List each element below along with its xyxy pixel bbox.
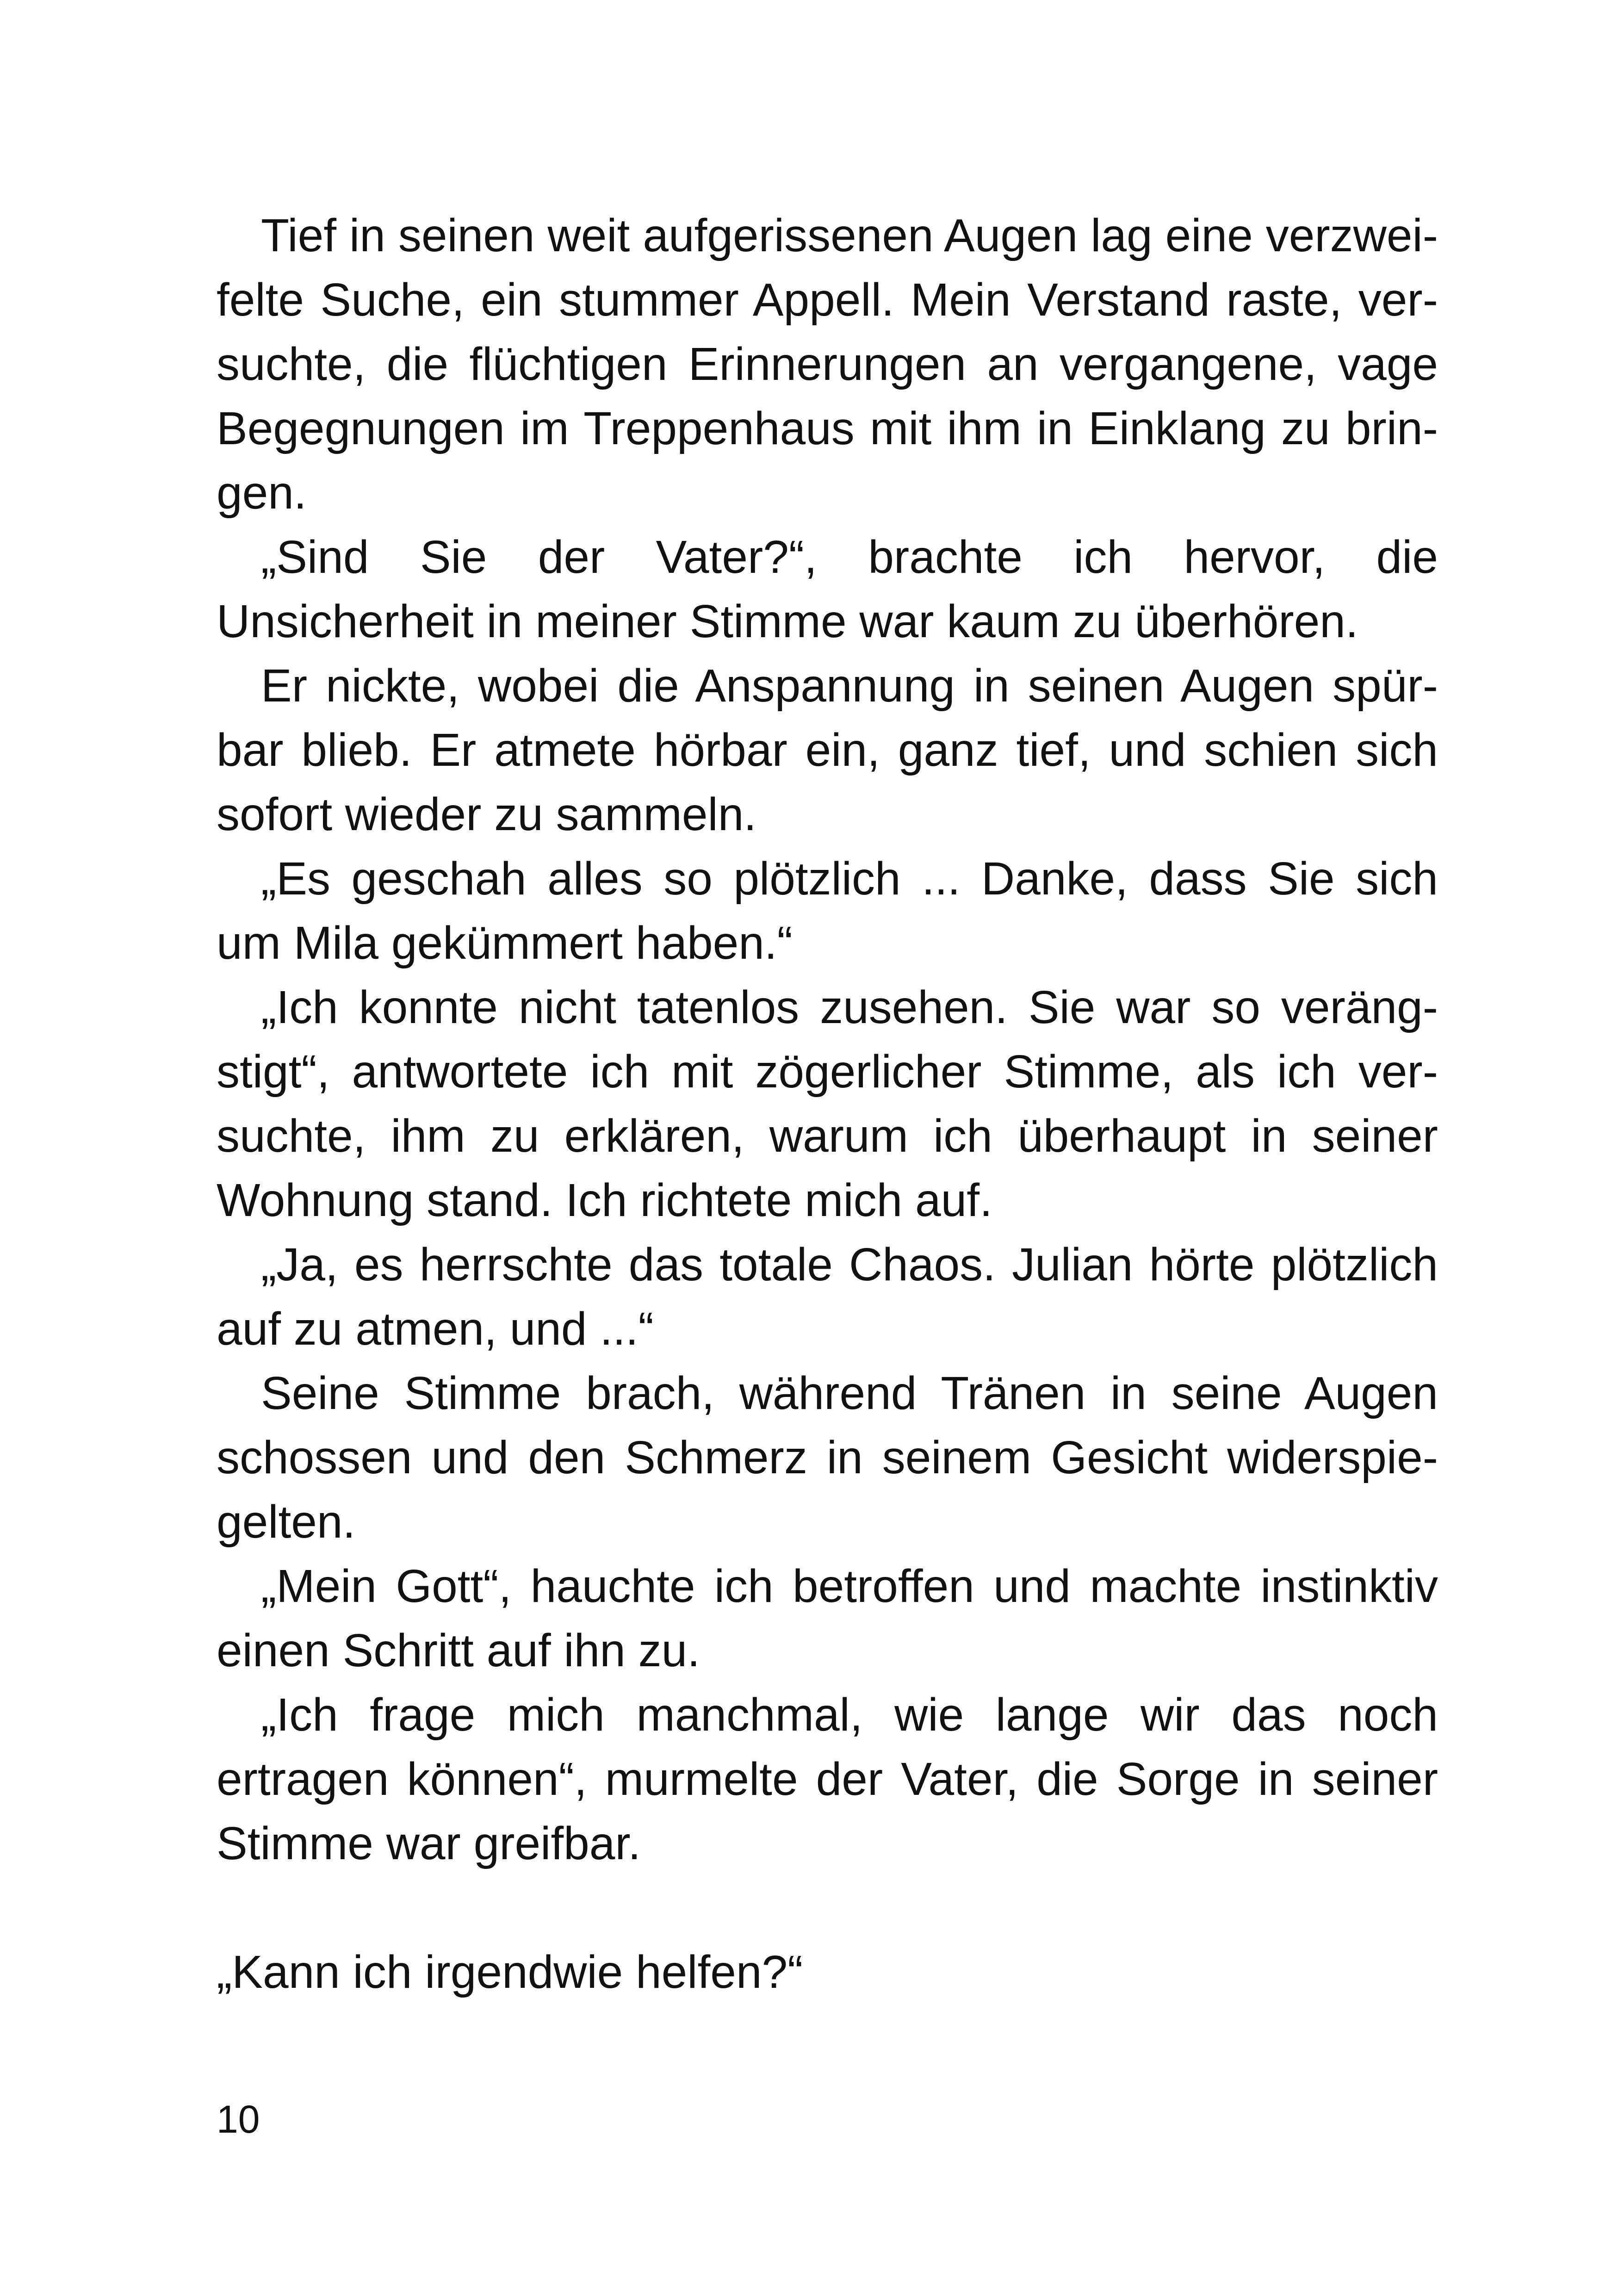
paragraph: „Ja, es herrschte das totale Chaos. Julian hörte plötzlich auf zu atmen, und ...“: [217, 1239, 1438, 1355]
page-number: 10: [217, 2097, 260, 2141]
paragraph: „Ich konnte nicht tatenlos zusehen. Sie war so verängstigt“, antwortete ich mit zögerlicher Stimme, als ich versuchte, ihm zu erklären, warum ich überhaupt in seiner Wohnung stand. Ich richtete mich auf.: [217, 981, 1438, 1226]
paragraph: „Ich frage mich manchmal, wie lange wir das noch ertragen können“, murmelte der Vater, die Sorge in seiner Stimme war greifbar.: [217, 1689, 1438, 1869]
paragraph: „Es geschah alles so plötzlich ... Danke, dass Sie sich um Mila gekümmert haben.“: [217, 853, 1438, 969]
paragraph: Seine Stimme brach, während Tränen in seine Augen schossen und den Schmerz in seinem Gesicht widerspiegelten.: [217, 1367, 1438, 1548]
paragraph: „Sind Sie der Vater?“, brachte ich hervor, die Unsicherheit in meiner Stimme war kaum zu überhören.: [217, 531, 1438, 647]
body-text: [217, 204, 1438, 2004]
paragraph: Tief in seinen weit aufgerissenen Augen lag eine verzweifelte Suche, ein stummer Appell. Mein Verstand raste, versuchte, die flüchtigen Erinnerungen an vergangene, vage Begegnungen im Treppenhaus mit ihm in Einklang zu bringen.: [217, 210, 1438, 519]
paragraph: „Mein Gott“, hauchte ich betroffen und machte instinktiv einen Schritt auf ihn zu.: [217, 1560, 1438, 1676]
paragraph: Er nickte, wobei die Anspannung in seinen Augen spürbar blieb. Er atmete hörbar ein, ganz tief, und schien sich sofort wieder zu sammeln.: [217, 660, 1438, 840]
paragraph: „Kann ich irgendwie helfen?“: [217, 1946, 803, 1998]
